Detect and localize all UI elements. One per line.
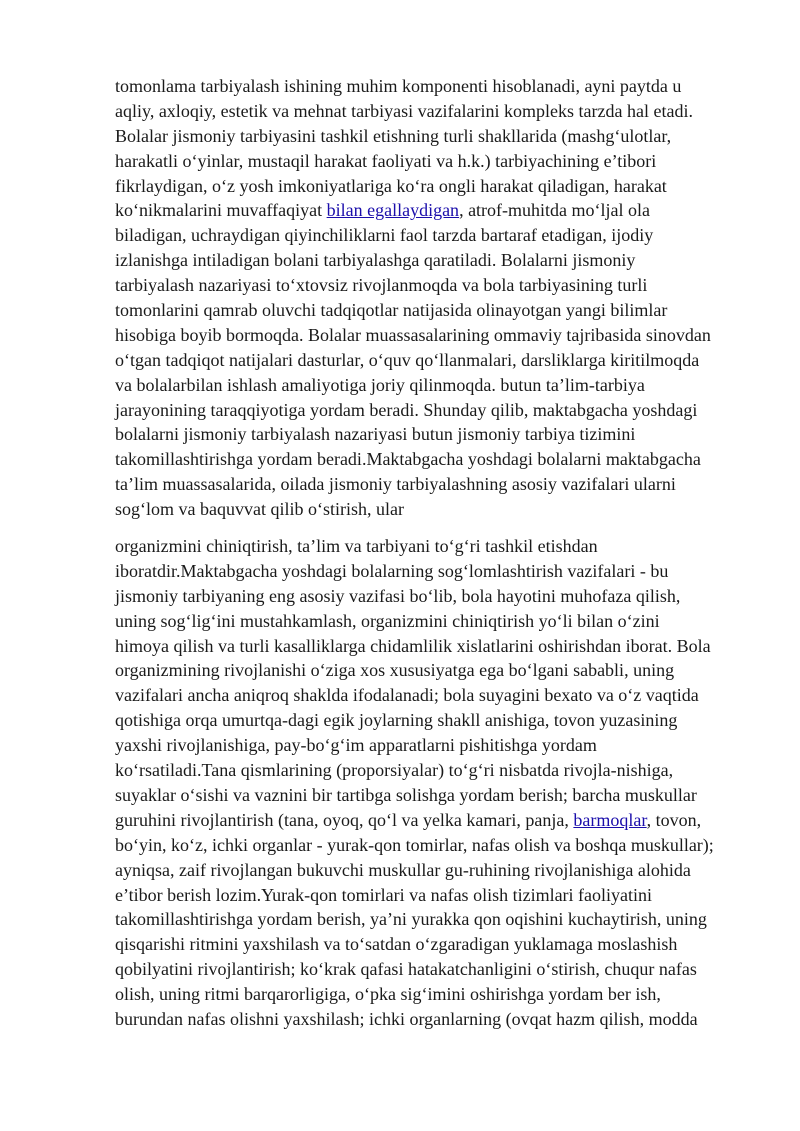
- paragraph-gap: [115, 522, 755, 534]
- paragraph-2: [115, 534, 755, 1032]
- link-barmoqlar[interactable]: barmoqlar: [573, 809, 647, 830]
- text-line: ko‘rsatiladi.Tana qismlarining (proporsiyalar) to‘g‘ri nisbatda rivojla-nishiga,: [115, 760, 674, 781]
- text-segment: , atrof-muhitda mo‘ljal ola: [459, 200, 651, 221]
- paragraph-1: [115, 74, 755, 522]
- text-line: iboratdir.Maktabgacha yoshdagi bolalarning sog‘lomlashtirish vazifalari - bu: [115, 560, 669, 581]
- text-segment: , tovon,: [646, 809, 702, 830]
- text-line: jarayonining taraqqiyotiga yordam beradi. Shunday qilib, maktabgacha yoshdagi: [115, 399, 698, 420]
- text-line: organizmining rivojlanishi o‘ziga xos xususiyatga ega bo‘lgani sababli, uning: [115, 660, 675, 681]
- text-line: e’tibor berish lozim.Yurak-qon tomirlari va nafas olish tizimlari faoliyatini: [115, 884, 653, 905]
- text-line: takomillashtirishga yordam beradi.Maktabgacha yoshdagi bolalarni maktabgacha: [115, 449, 701, 470]
- text-line: qisqarishi ritmini yaxshilash va to‘satdan o‘zgaradigan yuklamaga moslashish: [115, 934, 678, 955]
- text-line: va bolalarbilan ishlash amaliyotiga joriy qilinmoqda. butun ta’lim-tarbiya: [115, 374, 645, 395]
- text-line: takomillashtirishga yordam berish, ya’ni yurakka qon oqishini kuchaytirish, uning: [115, 909, 707, 930]
- text-line: tomonlarini qamrab oluvchi tadqiqotlar natijasida olinayotgan yangi bilimlar: [115, 300, 668, 321]
- text-line: biladigan, uchraydigan qiyinchiliklarni faol tarzda bartaraf etadigan, ijodiy: [115, 225, 654, 246]
- text-line: qobilyatini rivojlantirish; ko‘krak qafasi hatakatchanligini o‘stirish, chuqur nafas: [115, 959, 697, 980]
- text-line-with-link: [115, 808, 755, 833]
- text-line: jismoniy tarbiyaning eng asosiy vazifasi bo‘lib, bola hayotini muhofaza qilish,: [115, 585, 681, 606]
- text-line: o‘tgan tadqiqot natijalari dasturlar, o‘quv qo‘llanmalari, darsliklarga kiritilmoqda: [115, 349, 700, 370]
- link-bilan-egallaydigan[interactable]: bilan egallaydigan: [326, 200, 460, 221]
- text-line-with-link: [115, 198, 755, 223]
- text-line: izlanishga intiladigan bolani tarbiyalashga qaratiladi. Bolalarni jismoniy: [115, 250, 636, 271]
- text-line: tarbiyalash nazariyasi to‘xtovsiz rivojlanmoqda va bola tarbiyasining turli: [115, 275, 648, 296]
- text-line: tomonlama tarbiyalash ishining muhim komponenti hisoblanadi, ayni paytda u: [115, 76, 682, 96]
- text-line: fikrlaydigan, o‘z yosh imkoniyatlariga ko‘ra ongli harakat qiladigan, harakat: [115, 175, 667, 196]
- text-line: himoya qilish va turli kasalliklarga chidamlilik xislatlarini oshirishdan iborat. Bola: [115, 635, 711, 656]
- document-page: [115, 74, 755, 1032]
- text-line: aqliy, axloqiy, estetik va mehnat tarbiyasi vazifalarini kompleks tarzda hal etadi.: [115, 100, 693, 121]
- text-line: bo‘yin, ko‘z, ichki organlar - yurak-qon tomirlar, nafas olish va boshqa muskullar);: [115, 834, 714, 855]
- text-line: ayniqsa, zaif rivojlangan bukuvchi muskullar gu-ruhining rivojlanishiga alohida: [115, 859, 691, 880]
- text-line: hisobiga boyib bormoqda. Bolalar muassasalarining ommaviy tajribasida sinovdan: [115, 324, 711, 345]
- text-line: ta’lim muassasalarida, oilada jismoniy tarbiyalashning asosiy vazifalari ularni: [115, 474, 676, 495]
- text-line: yaxshi rivojlanishiga, pay-bo‘g‘im apparatlarni pishitishga yordam: [115, 735, 597, 756]
- text-line: Bolalar jismoniy tarbiyasini tashkil etishning turli shakllarida (mashg‘ulotlar,: [115, 125, 672, 146]
- text-line: uning sog‘lig‘ini mustahkamlash, organizmini chiniqtirish yo‘li bilan o‘zini: [115, 610, 660, 631]
- text-line: harakatli o‘yinlar, mustaqil harakat faoliyati va h.k.) tarbiyachining e’tibori: [115, 150, 657, 171]
- text-segment: guruhini rivojlantirish (tana, oyoq, qo‘l va yelka kamari, panja,: [115, 809, 574, 830]
- text-line: sog‘lom va baquvvat qilib o‘stirish, ular: [115, 499, 404, 520]
- text-line: organizmini chiniqtirish, ta’lim va tarbiyani to‘g‘ri tashkil etishdan: [115, 536, 598, 557]
- text-line: qotishiga orqa umurtqa-dagi egik joylarning shakll anishiga, tovon yuzasining: [115, 710, 678, 731]
- text-line: burundan nafas olishni yaxshilash; ichki organlarning (ovqat hazm qilish, modda: [115, 1008, 698, 1029]
- text-line: bolalarni jismoniy tarbiyalash nazariyasi butun jismoniy tarbiya tizimini: [115, 424, 636, 445]
- text-line: vazifalari ancha aniqroq shaklda ifodalanadi; bola suyagini bexato va o‘z vaqtida: [115, 685, 699, 706]
- text-line: olish, uning ritmi barqarorligiga, o‘pka sig‘imini oshirishga yordam ber ish,: [115, 984, 661, 1005]
- text-segment: ko‘nikmalarini muvaffaqiyat: [115, 200, 327, 221]
- text-line: suyaklar o‘sishi va vaznini bir tartibga solishga yordam berish; barcha muskullar: [115, 784, 697, 805]
